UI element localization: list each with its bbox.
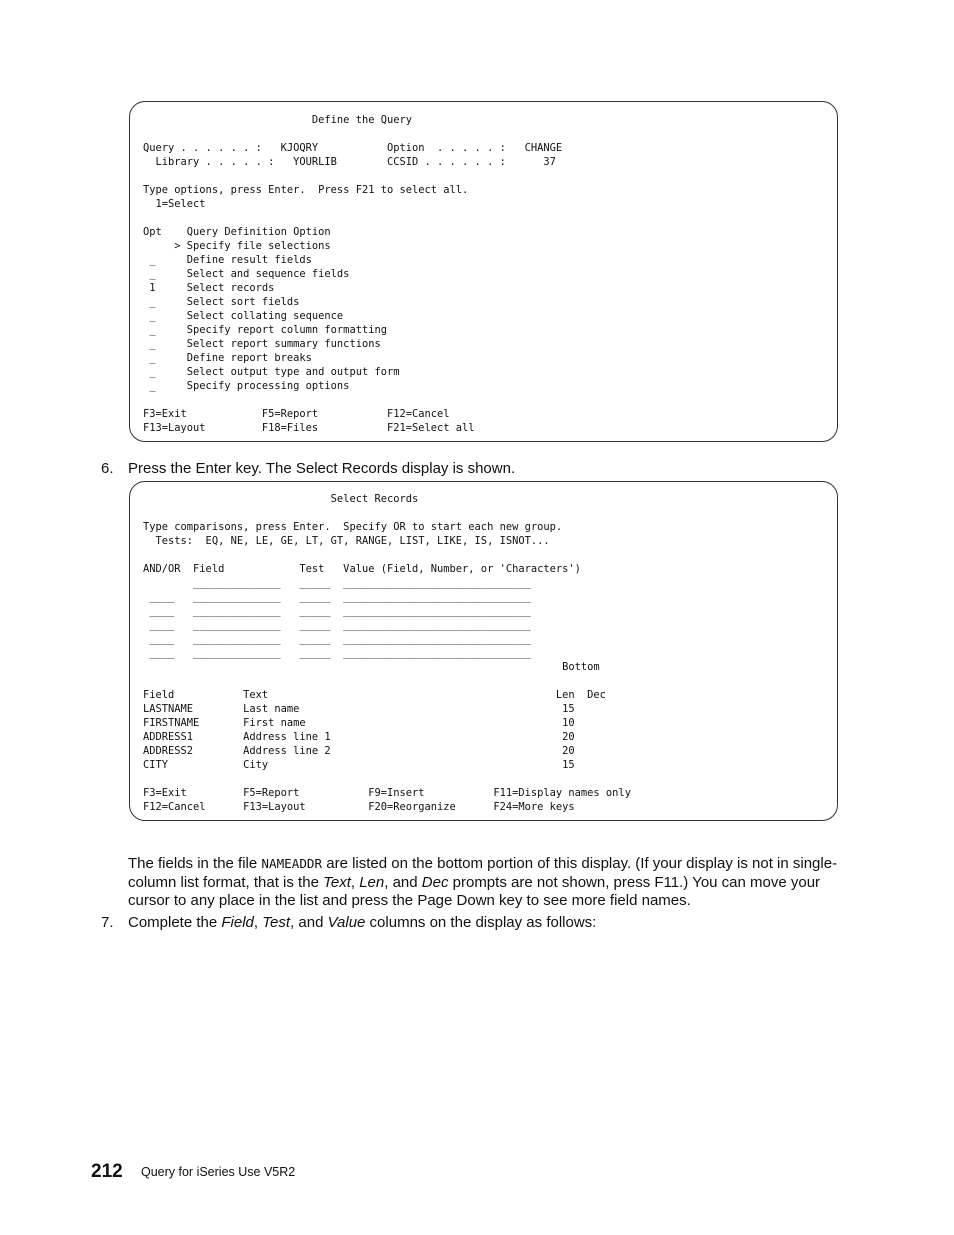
entry-row[interactable]: ____ ______________ _____ ______________________________ [143,647,531,659]
step-number: 7. [101,914,114,931]
paragraph-text: , and [384,873,422,891]
option-row[interactable]: _ Select report summary functions [143,338,381,350]
column-header: AND/OR Field Test Value (Field, Number, or 'Characters') [143,563,581,575]
screen-title: Define the Query [143,114,412,126]
function-keys[interactable]: F12=Cancel F13=Layout F20=Reorganize F24=More keys [143,801,575,813]
define-query-screen [129,101,838,442]
page-number: 212 [91,1161,123,1182]
field-row: ADDRESS2 Address line 2 20 [143,745,575,757]
column-field: Field [221,914,254,931]
entry-row[interactable]: ____ ______________ _____ ______________________________ [143,605,531,617]
screen-title: Select Records [143,493,419,505]
book-title: Query for iSeries Use V5R2 [141,1165,296,1179]
option-row[interactable]: _ Select and sequence fields [143,268,350,280]
prompt-len: Len [359,873,385,891]
field-row: FIRSTNAME First name 10 [143,717,575,729]
step-text: , and [290,914,328,931]
option-row[interactable]: _ Specify report column formatting [143,324,387,336]
step-text: Complete the [128,914,222,931]
position-indicator: Bottom [143,661,600,673]
function-keys[interactable]: F3=Exit F5=Report F9=Insert F11=Display names only [143,787,631,799]
option-row[interactable]: _ Define result fields [143,254,312,266]
paragraph-text: are listed on the bottom portion of this display. (If your display is not in single-column list format, that is the [128,855,838,891]
option-row[interactable]: _ Select collating sequence [143,310,344,322]
library-line: Library . . . . . : YOURLIB CCSID . . . . . . : 37 [143,156,556,168]
field-row: LASTNAME Last name 15 [143,703,575,715]
field-row: CITY City 15 [143,759,575,771]
instruction-line: Type comparisons, press Enter. Specify OR to start each new group. [143,521,563,533]
option-row[interactable]: _ Define report breaks [143,352,312,364]
option-row[interactable]: _ Select sort fields [143,296,300,308]
prompt-dec: Dec [421,873,449,891]
prompt-text: Text [323,873,351,891]
tests-line: Tests: EQ, NE, LE, GE, LT, GT, RANGE, LIST, LIKE, IS, ISNOT... [143,535,550,547]
option-row[interactable]: _ Select output type and output form [143,366,400,378]
paragraph-text: prompts are not shown, press F11.) You can move your cursor to any place in the list and press the Page Down key to see more field names. [128,873,821,909]
column-test: Test [262,914,291,931]
column-header: Opt Query Definition Option [143,226,331,238]
step-text: columns on the display as follows: [365,914,597,931]
entry-row[interactable]: ____ ______________ _____ ______________________________ [143,619,531,631]
instruction-line: Type options, press Enter. Press F21 to select all. [143,184,469,196]
function-keys[interactable]: F3=Exit F5=Report F12=Cancel [143,408,450,420]
entry-row[interactable]: ____ ______________ _____ ______________________________ [143,633,531,645]
option-row[interactable]: 1 Select records [143,282,275,294]
entry-row[interactable]: ____ ______________ _____ ______________________________ [143,591,531,603]
step-7 [101,914,596,932]
function-keys[interactable]: F13=Layout F18=Files F21=Select all [143,422,475,434]
step-number: 6. [101,460,114,477]
step-text: Press the Enter key. The Select Records display is shown. [128,460,516,477]
option-row[interactable]: > Specify file selections [143,240,331,252]
step-6 [101,460,515,478]
instruction-line: 1=Select [143,198,206,210]
paragraph-text: The fields in the file [128,855,262,872]
query-line: Query . . . . . . : KJOQRY Option . . . . . : CHANGE [143,142,563,154]
step-text: , [253,914,263,931]
column-value: Value [327,914,366,931]
field-row: ADDRESS1 Address line 1 20 [143,731,575,743]
paragraph-text: , [350,873,360,891]
field-list-header: Field Text Len Dec [143,689,606,701]
entry-row[interactable]: ______________ _____ ______________________________ [143,577,531,589]
fields-explanation-paragraph [128,855,838,911]
file-name: NAMEADDR [261,856,323,871]
option-row[interactable]: _ Specify processing options [143,380,350,392]
select-records-screen [129,481,838,821]
